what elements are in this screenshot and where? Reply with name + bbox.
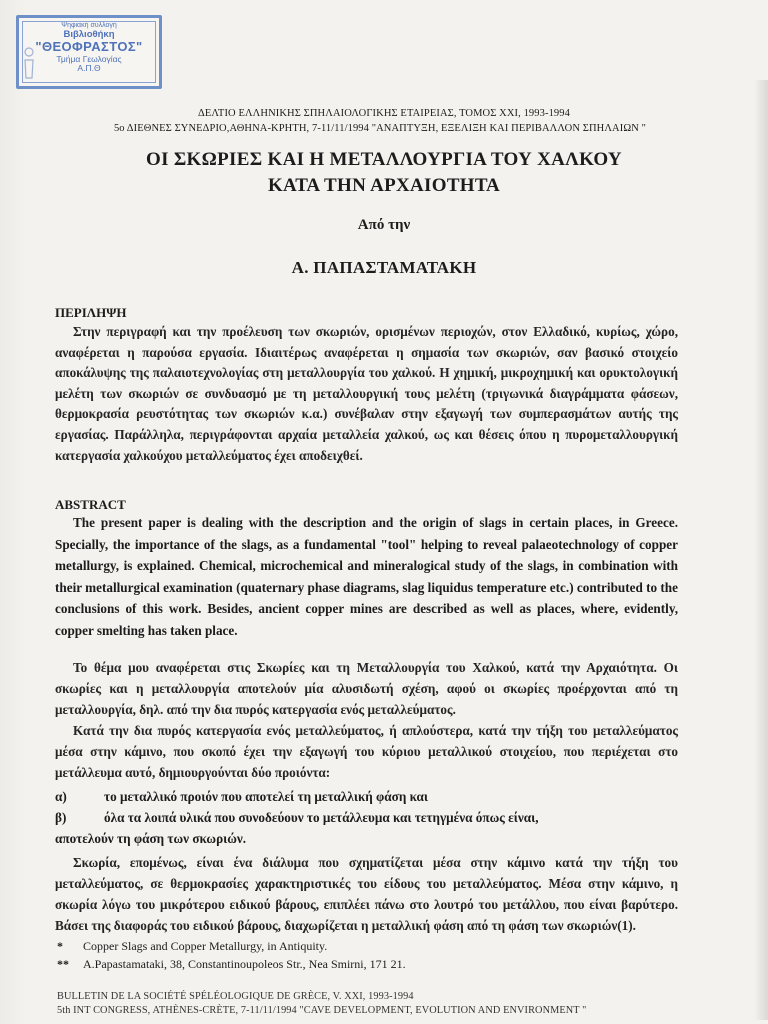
stamp-university: Α.Π.Θ (77, 63, 101, 73)
body-paragraph-2: Κατά την δια πυρός κατεργασία ενός μεταλλεύματος, ή απλούστερα, κατά την τήξη του μεταλλεύματος μέσα στην κάμινο, που σκοπό έχει την εξαγωγή του κύριου μεταλλικού στοιχείου, που περιέχεται στο μετάλλευμα αυτό, δημιουργούνται δύο προιόντα: (55, 723, 678, 780)
list-text-a: το μεταλλικό προιόν που αποτελεί τη μεταλλική φάση και (104, 789, 428, 804)
stamp-inner-border (22, 21, 156, 83)
footnote-2-text: A.Papastamataki, 38, Constantinoupoleos Str., Nea Smirni, 171 21. (83, 957, 406, 971)
footnote-1 (57, 939, 327, 954)
stamp-department: Τμήμα Γεωλογίας (56, 54, 122, 64)
footnote-1-text: Copper Slags and Copper Metallurgy, in Antiquity. (83, 939, 328, 953)
stamp-library-name: "ΘΕΟΦΡΑΣΤΟΣ" (35, 39, 143, 54)
journal-header-line-2: 5ο ΔΙΕΘΝΕΣ ΣΥΝΕΔΡΙΟ,ΑΘΗΝΑ-ΚΡΗΤΗ, 7-11/11/1994 "ΑΝΑΠΤΥΞΗ, ΕΞΕΛΙΞΗ ΚΑΙ ΠΕΡΙΒΑΛΛΟΝ ΣΠΗΛΑΙΩΝ " (113, 123, 647, 134)
paper-title-line-2: ΚΑΤΑ ΤΗΝ ΑΡΧΑΙΟΤΗΤΑ (267, 175, 501, 196)
body-paragraph-3: Σκωρία, επομένως, είναι ένα διάλυμα που σχηματίζεται μέσα στην κάμινο κατά την τήξη του μεταλλεύματος, σε θερμοκρασίες χαρακτηριστικές του είδους του μεταλλεύματος. Μέσα στην κάμινο, η σκωρία λόγω του μικρότερου ειδικού βάρους, επιπλέει πάνω στο λουτρό του μετάλλου, που είναι βαρύτερο. Βάσει της διαφοράς του ειδικού βάρους, διαχωρίζεται η μεταλλική φάση από τη φάση των σκωριών(1). (55, 855, 678, 933)
stamp-library-label: Βιβλιοθήκη (63, 29, 115, 40)
list-marker-b: β) (55, 810, 67, 825)
stamp-collection-label: Ψηφιακή συλλογή (61, 22, 117, 29)
abstract-heading: ABSTRACT (55, 497, 126, 512)
footnote-1-mark: * (57, 939, 63, 953)
footnote-2-mark: ** (57, 957, 69, 971)
author-name: Α. ΠΑΠΑΣΤΑΜΑΤΑΚΗ (291, 258, 477, 277)
body-paragraph-1: Το θέμα μου αναφέρεται στις Σκωρίες και τη Μεταλλουργία του Χαλκού, κατά την Αρχαιότητα. Οι σκωρίες και η μεταλλουργία αποτελούν μία αλυσιδωτή σχέση, αφού οι σκωρίες προέρχονται από τη μεταλλουργία, δηλ. από την δια πυρός κατεργασία ενός μεταλλεύματος. (55, 660, 678, 717)
abstract-paragraph: The present paper is dealing with the description and the origin of slags in certain places, in Greece. Specially, the importance of the slags, as a fundamental "tool" helping to reveal palaeotechnology of copper metallurgy, is explained. Chemical, microchemical and mineralogical study of the slags, in combination with their metallurgical examination (quaternary phase diagrams, slag liquidus temperature etc.) contributed to the conclusions of this work. Besides, ancient copper mines are described as well as places, where, evidently, copper smelting has taken place. (55, 515, 678, 638)
list-text-b: όλα τα λοιπά υλικά που συνοδεύουν το μετάλλευμα και τετηγμένα όπως είναι, (104, 810, 539, 825)
footer-line-2: 5th INT CONGRESS, ATHÈNES-CRÈTE, 7-11/11/1994 "CAVE DEVELOPMENT, EVOLUTION AND ENVIRONMENT " (57, 1005, 587, 1016)
stamp-emblem-icon (23, 46, 35, 80)
footer-line-1: BULLETIN DE LA SOCIÉTÉ SPÉLÉOLOGIQUE DE GRÈCE, V. XXI, 1993-1994 (57, 991, 414, 1002)
summary-paragraph: Στην περιγραφή και την προέλευση των σκωριών, ορισμένων περιοχών, στον Ελλαδικό, κυρίως, χώρο, αναφέρεται η παρούσα εργασία. Ιδιαιτέρως αναφέρεται η σημασία των σκωριών, σαν βασικό στοιχείο αποκάλυψης της παλαιοτεχνολογίας στη μεταλλουργία του χαλκού. Η χημική, μικροχημική και ορυκτολογική μελέτη των σκωριών σε συνδυασμό με τη μεταλλουργική τους μελέτη (τριγωνικά διαγράμματα φάσεων, θερμοκρασία ρευστότητας των σκωριών κ.α.) συνέβαλαν στην εξαγωγή των συμπερασμάτων αυτής της εργασίας. Παράλληλα, περιγράφονται αρχαία μεταλλεία χαλκού, ως και θέσεις όπου η πυρομεταλλουργική κατεργασία χαλκούχου μεταλλεύματος έχει αποδειχθεί. (55, 324, 678, 463)
list-marker-a: α) (55, 789, 67, 804)
summary-heading: ΠΕΡΙΛΗΨΗ (55, 305, 127, 320)
paper-title-line-1: ΟΙ ΣΚΩΡΙΕΣ ΚΑΙ Η ΜΕΤΑΛΛΟΥΡΓΙΑ ΤΟΥ ΧΑΛΚΟΥ (146, 149, 622, 170)
list-item-b-continued: αποτελούν τη φάση των σκωριών. (55, 831, 247, 846)
library-stamp (16, 15, 162, 89)
byline-from: Από την (357, 217, 411, 233)
footnote-2 (57, 957, 406, 972)
journal-header-line-1: ΔΕΛΤΙΟ ΕΛΛΗΝΙΚΗΣ ΣΠΗΛΑΙΟΛΟΓΙΚΗΣ ΕΤΑΙΡΕΙΑΣ, ΤΟΜΟΣ XXI, 1993-1994 (198, 108, 570, 119)
